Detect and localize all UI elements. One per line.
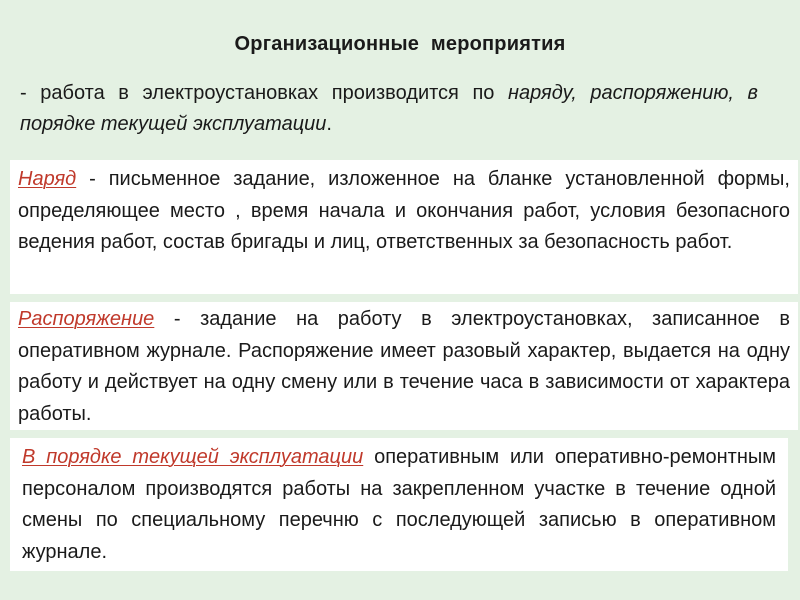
definition-paragraph — [10, 160, 798, 259]
definition-text: - задание на работу в электроустановках, записанное в оперативном журнале. Распоряжение имеет разовый характер, выдается на одну работу и действует на одну смену или в течение часа в зависимости от характера работы. — [18, 308, 790, 425]
slide-title: Организационные мероприятия — [234, 33, 566, 55]
intro-text: - работа в электроустановках производится по — [20, 82, 509, 104]
definition-box-rasporyazhenie — [10, 302, 798, 430]
intro-italic-text: наряду, распоряжению, в порядке текущей эксплуатации — [20, 82, 758, 135]
definition-box-tekushchaya-ekspluatatsiya — [10, 438, 788, 571]
intro-suffix: . — [326, 113, 332, 135]
definition-term: В порядке текущей эксплуатации — [22, 446, 364, 468]
definition-term: Наряд — [18, 168, 77, 190]
definition-paragraph — [10, 438, 788, 568]
definition-text: оперативным или оперативно-ремонтным персоналом производятся работы на закрепленном участке в течение одной смены по специальному перечню с последующей записью в оперативном журнале. — [22, 446, 777, 563]
definition-paragraph — [10, 302, 798, 430]
definition-box-naryad — [10, 160, 798, 294]
definition-text: - письменное задание, изложенное на бланке установленной формы, определяющее место , время начала и окончания работ, условия безопасного ведения работ, состав бригады и лиц, ответственных за безопасность работ. — [18, 168, 790, 253]
definition-term: Распоряжение — [18, 308, 155, 330]
intro-paragraph — [20, 78, 758, 140]
